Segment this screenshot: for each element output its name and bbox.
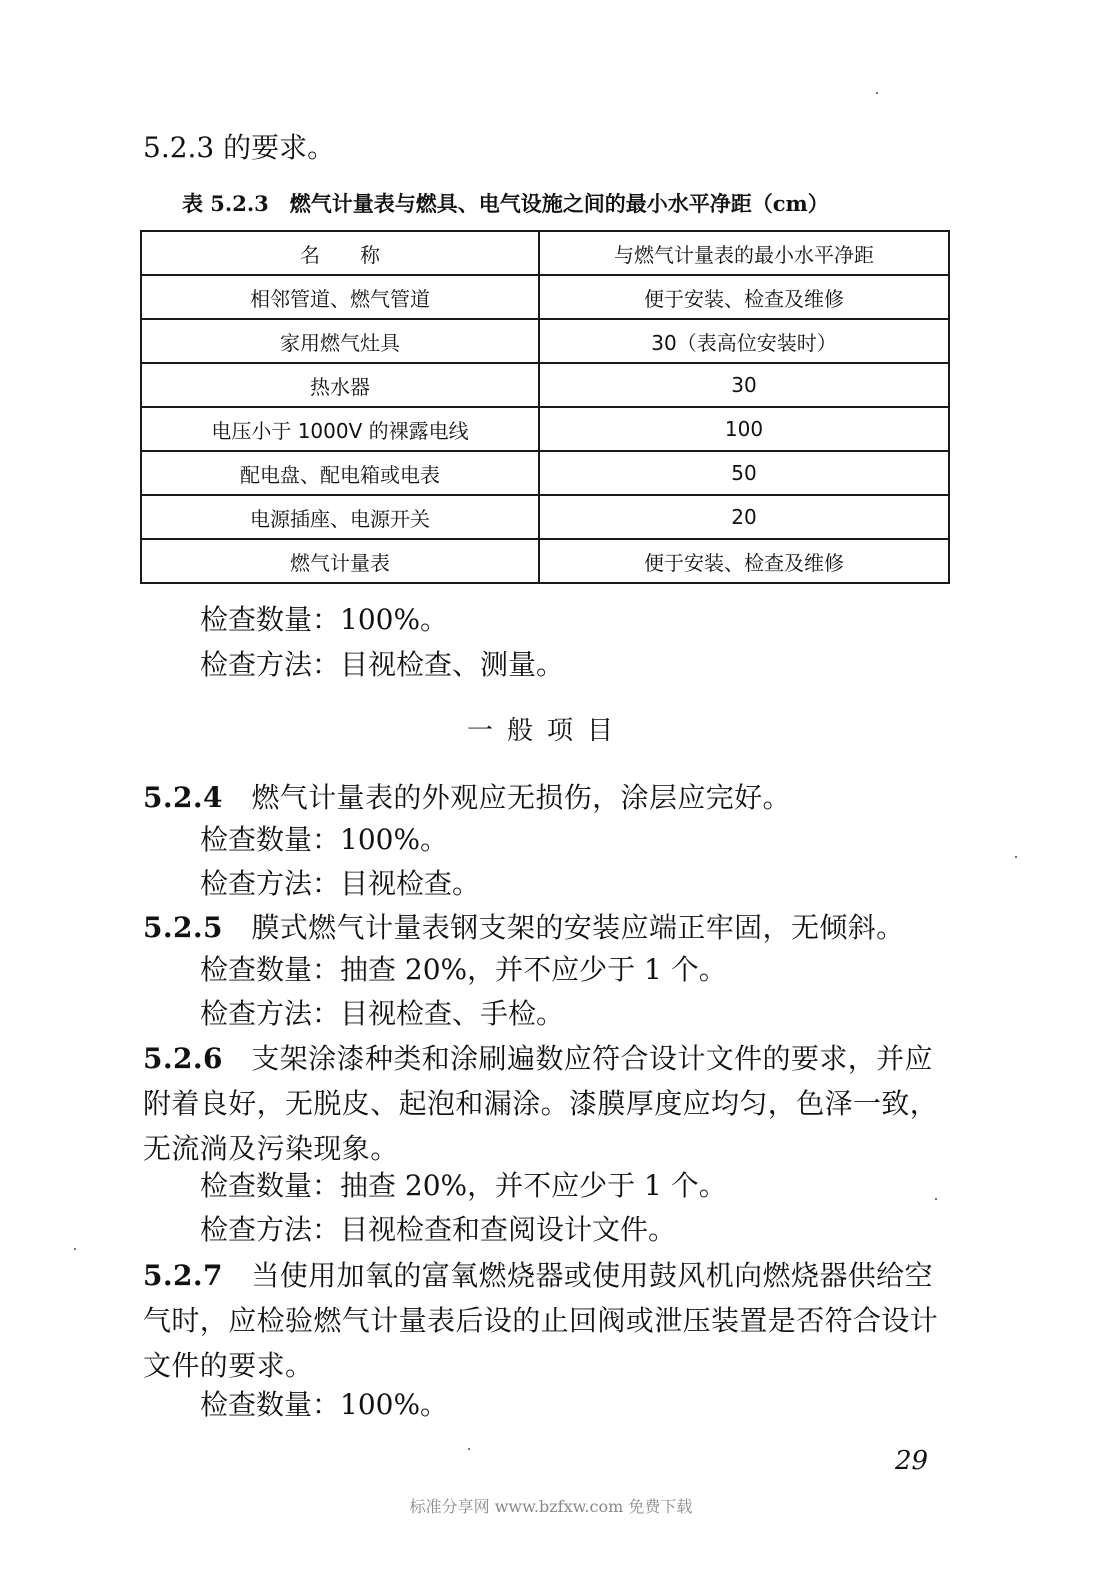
clause-check-quantity: 检查数量：抽查 20%，并不应少于 1 个。 [200, 953, 727, 986]
table-check-quantity: 检查数量：100%。 [200, 603, 449, 636]
table-row [141, 495, 949, 539]
table-header-distance: 与燃气计量表的最小水平净距 [539, 231, 949, 275]
table-check-method: 检查方法：目视检查、测量。 [200, 648, 565, 681]
table-cell: 相邻管道、燃气管道 [141, 275, 539, 319]
clause-number: 5.2.7 [143, 1259, 223, 1292]
clause-check-method: 检查方法：目视检查、手检。 [200, 997, 565, 1030]
table-cell: 家用燃气灶具 [141, 319, 539, 363]
table-row [141, 363, 949, 407]
scan-speck [468, 1448, 470, 1450]
table-row [141, 451, 949, 495]
table-cell: 热水器 [141, 363, 539, 407]
table-caption: 表 5.2.3 燃气计量表与燃具、电气设施之间的最小水平净距（cm） [182, 191, 829, 216]
table-cell: 30（表高位安装时） [539, 319, 949, 363]
table-cell: 电源插座、电源开关 [141, 495, 539, 539]
clause-check-method: 检查方法：目视检查。 [200, 867, 481, 900]
clause-check-quantity: 检查数量：100%。 [200, 823, 449, 856]
table-row [141, 275, 949, 319]
table-header-row [141, 231, 949, 275]
table-cell: 便于安装、检查及维修 [539, 539, 949, 583]
clause-number: 5.2.6 [143, 1042, 223, 1075]
clause-5-2-6 [143, 1036, 953, 1171]
table-cell: 50 [539, 451, 949, 495]
clause-check-quantity: 检查数量：100%。 [200, 1388, 449, 1421]
table-header-name: 名 称 [141, 231, 539, 275]
top-line: 5.2.3 的要求。 [143, 131, 336, 164]
table-cell: 电压小于 1000V 的裸露电线 [141, 407, 539, 451]
table-cell: 100 [539, 407, 949, 451]
clause-text: 支架涂漆种类和涂刷遍数应符合设计文件的要求，并应附着良好，无脱皮、起泡和漏涂。漆膜厚度应均匀，色泽一致，无流淌及污染现象。 [143, 1042, 939, 1165]
scan-speck [74, 1248, 76, 1250]
clause-check-quantity: 检查数量：抽查 20%，并不应少于 1 个。 [200, 1169, 727, 1202]
table-cell: 便于安装、检查及维修 [539, 275, 949, 319]
table-row [141, 539, 949, 583]
clause-number: 5.2.4 [143, 781, 223, 814]
table-cell: 30 [539, 363, 949, 407]
scan-speck [935, 1198, 937, 1200]
clause-5-2-7 [143, 1253, 953, 1388]
table-row [141, 319, 949, 363]
scan-speck [1015, 856, 1017, 858]
scan-speck [876, 92, 878, 94]
clause-text: 当使用加氧的富氧燃烧器或使用鼓风机向燃烧器供给空气时，应检验燃气计量表后设的止回阀或泄压装置是否符合设计文件的要求。 [143, 1259, 939, 1382]
clause-5-2-5 [143, 905, 953, 950]
page-number: 29 [895, 1446, 929, 1476]
clause-text: 燃气计量表的外观应无损伤，涂层应完好。 [251, 781, 791, 814]
clause-check-method: 检查方法：目视检查和查阅设计文件。 [200, 1213, 677, 1246]
table-row [141, 407, 949, 451]
spec-table [140, 230, 950, 584]
clause-number: 5.2.5 [143, 911, 223, 944]
section-heading: 一般项目 [467, 716, 628, 746]
table-cell: 20 [539, 495, 949, 539]
table-cell: 配电盘、配电箱或电表 [141, 451, 539, 495]
clause-5-2-4 [143, 775, 953, 820]
clause-text: 膜式燃气计量表钢支架的安装应端正牢固，无倾斜。 [251, 911, 905, 944]
table-cell: 燃气计量表 [141, 539, 539, 583]
footer-watermark: 标准分享网 www.bzfxw.com 免费下载 [409, 1497, 693, 1516]
